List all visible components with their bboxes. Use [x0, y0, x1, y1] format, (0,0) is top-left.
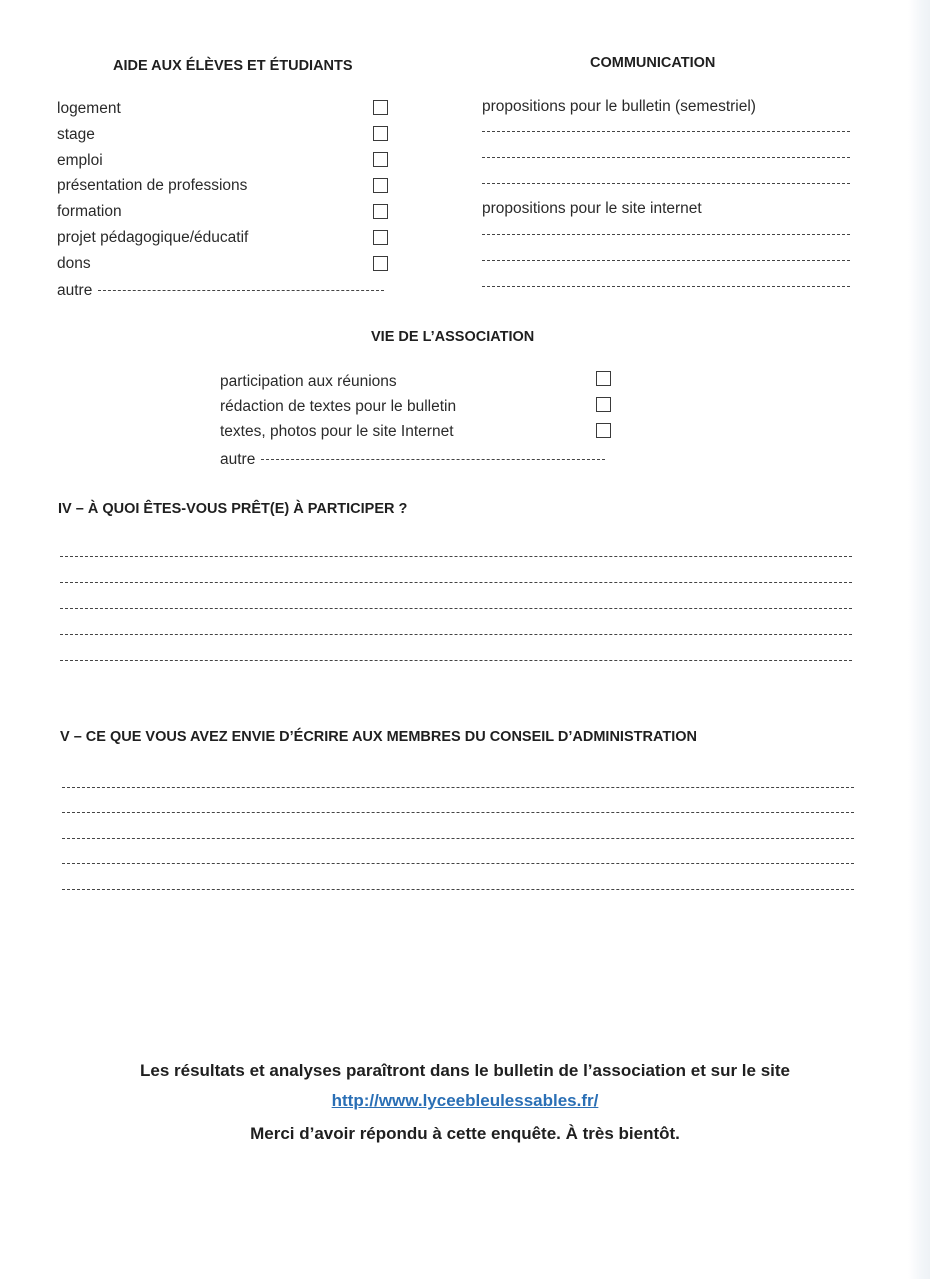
option-logement-checkbox[interactable]	[373, 100, 388, 115]
scan-edge	[908, 0, 930, 1279]
section-iv-title: IV – À QUOI ÊTES-VOUS PRÊT(E) À PARTICIPER ?	[58, 501, 408, 517]
option-dons-checkbox[interactable]	[373, 256, 388, 271]
vie-textes-photos-checkbox[interactable]	[596, 423, 611, 438]
answer-v-line-3[interactable]	[62, 838, 854, 839]
option-presentation-checkbox[interactable]	[373, 178, 388, 193]
option-projet-label: projet pédagogique/éducatif	[57, 229, 249, 246]
option-stage-label: stage	[57, 126, 95, 143]
vie-reunions-checkbox[interactable]	[596, 371, 611, 386]
option-formation-label: formation	[57, 203, 122, 220]
site-link[interactable]: http://www.lyceebleulessables.fr/	[331, 1091, 599, 1110]
autre-text: autre	[57, 282, 93, 299]
vie-autre-label	[220, 451, 605, 469]
bulletin-line-1[interactable]	[482, 131, 850, 132]
option-presentation-label: présentation de professions	[57, 177, 248, 194]
bulletin-line-2[interactable]	[482, 157, 850, 158]
option-logement-label: logement	[57, 100, 121, 117]
vie-reunions-label: participation aux réunions	[220, 373, 397, 390]
vie-redaction-checkbox[interactable]	[596, 397, 611, 412]
answer-iv-line-4[interactable]	[60, 634, 852, 635]
site-line-1[interactable]	[482, 234, 850, 235]
bulletin-proposals-label: propositions pour le bulletin (semestriel)	[482, 98, 756, 115]
answer-iv-line-3[interactable]	[60, 608, 852, 609]
section-v-title: V – CE QUE VOUS AVEZ ENVIE D’ÉCRIRE AUX MEMBRES DU CONSEIL D’ADMINISTRATION	[60, 729, 697, 745]
option-dons-label: dons	[57, 255, 91, 272]
site-line-2[interactable]	[482, 260, 850, 261]
footer-results-text: Les résultats et analyses paraîtront dans le bulletin de l’association et sur le site	[139, 1061, 790, 1080]
vie-autre-text: autre	[220, 451, 256, 468]
answer-iv-line-5[interactable]	[60, 660, 852, 661]
aide-header: AIDE AUX ÉLÈVES ET ÉTUDIANTS	[113, 58, 353, 74]
option-emploi-label: emploi	[57, 152, 103, 169]
bulletin-line-3[interactable]	[482, 183, 850, 184]
answer-v-line-1[interactable]	[62, 787, 854, 788]
answer-iv-line-1[interactable]	[60, 556, 852, 557]
answer-iv-line-2[interactable]	[60, 582, 852, 583]
vie-autre-input-line[interactable]	[261, 459, 605, 460]
footer-link-row	[0, 1091, 930, 1111]
option-emploi-checkbox[interactable]	[373, 152, 388, 167]
option-formation-checkbox[interactable]	[373, 204, 388, 219]
answer-v-line-5[interactable]	[62, 889, 854, 890]
autre-input-line[interactable]	[98, 290, 384, 291]
option-projet-checkbox[interactable]	[373, 230, 388, 245]
vie-association-header: VIE DE L’ASSOCIATION	[371, 329, 535, 345]
footer-thanks-text: Merci d’avoir répondu à cette enquête. À très bientôt.	[250, 1124, 680, 1143]
site-line-3[interactable]	[482, 286, 850, 287]
option-stage-checkbox[interactable]	[373, 126, 388, 141]
site-proposals-label: propositions pour le site internet	[482, 200, 702, 217]
answer-v-line-4[interactable]	[62, 863, 854, 864]
vie-textes-photos-label: textes, photos pour le site Internet	[220, 423, 454, 440]
vie-redaction-label: rédaction de textes pour le bulletin	[220, 398, 457, 415]
answer-v-line-2[interactable]	[62, 812, 854, 813]
option-autre-label	[57, 282, 384, 300]
communication-header: COMMUNICATION	[590, 55, 716, 71]
